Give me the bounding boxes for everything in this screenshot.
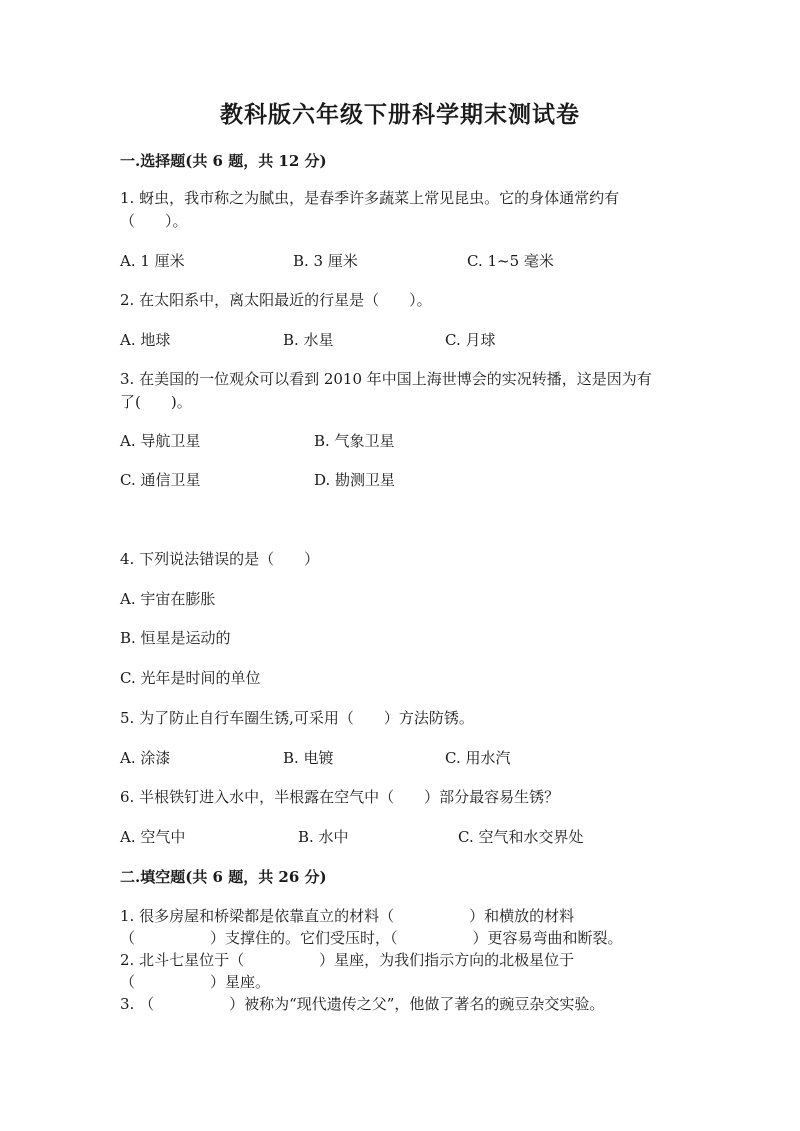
question-2-option-c[interactable]: C. 月球 (445, 331, 496, 349)
question-6-line-1: 6. 半根铁钉进入水中，半根露在空气中（ ）部分最容易生锈？ (120, 788, 560, 806)
fill-in-line-1: 1. 很多房屋和桥梁都是依靠直立的材料（ ）和横放的材料 (120, 907, 575, 925)
question-1-option-a[interactable]: A. 1 厘米 (120, 252, 185, 270)
question-3-option-b[interactable]: B. 气象卫星 (314, 432, 395, 450)
question-2-option-b[interactable]: B. 水星 (283, 331, 334, 349)
question-3-option-a[interactable]: A. 导航卫星 (120, 432, 201, 450)
fill-in-line-5: 3. （ ）被称为“现代遗传之父”，他做了著名的豌豆杂交实验。 (120, 995, 605, 1013)
section-heading-choice: 一.选择题(共 6 题，共 12 分) (120, 152, 327, 170)
question-1-option-c[interactable]: C. 1~5 毫米 (467, 252, 554, 270)
question-5-option-b[interactable]: B. 电镀 (283, 749, 334, 767)
question-4-option-b[interactable]: B. 恒星是运动的 (120, 629, 231, 647)
question-1-option-b[interactable]: B. 3 厘米 (293, 252, 358, 270)
page-title: 教科版六年级下册科学期末测试卷 (220, 101, 580, 128)
question-4-line-1: 4. 下列说法错误的是（ ） (120, 550, 320, 568)
question-3-option-c[interactable]: C. 通信卫星 (120, 471, 201, 489)
fill-in-line-2: （ ）支撑住的。它们受压时，（ ）更容易弯曲和断裂。 (120, 929, 623, 947)
fill-in-line-4: （ ）星座。 (120, 973, 271, 991)
question-5-option-a[interactable]: A. 涂漆 (120, 749, 171, 767)
section-heading-fill-in: 二.填空题(共 6 题，共 26 分) (120, 868, 327, 886)
question-4-option-c[interactable]: C. 光年是时间的单位 (120, 669, 261, 687)
fill-in-line-3: 2. 北斗七星位于（ ）星座，为我们指示方向的北极星位于 (120, 951, 575, 969)
question-2-option-a[interactable]: A. 地球 (120, 331, 171, 349)
question-6-option-c[interactable]: C. 空气和水交界处 (458, 828, 584, 846)
question-1-line-2: （ ）。 (120, 212, 188, 230)
question-3-line-1: 3. 在美国的一位观众可以看到 2010 年中国上海世博会的实况转播，这是因为有 (120, 370, 652, 388)
question-5-line-1: 5. 为了防止自行车圈生锈,可采用（ ）方法防锈。 (120, 709, 474, 727)
question-4-option-a[interactable]: A. 宇宙在膨胀 (120, 590, 216, 608)
question-1-line-1: 1. 蚜虫，我市称之为腻虫，是春季许多蔬菜上常见昆虫。它的身体通常约有 (120, 189, 620, 207)
question-6-option-b[interactable]: B. 水中 (298, 828, 349, 846)
question-3-line-2: 了( )。 (120, 393, 192, 411)
question-3-option-d[interactable]: D. 勘测卫星 (314, 471, 396, 489)
question-5-option-c[interactable]: C. 用水汽 (445, 749, 511, 767)
question-2-line-1: 2. 在太阳系中，离太阳最近的行星是（ ）。 (120, 291, 432, 309)
question-6-option-a[interactable]: A. 空气中 (120, 828, 186, 846)
